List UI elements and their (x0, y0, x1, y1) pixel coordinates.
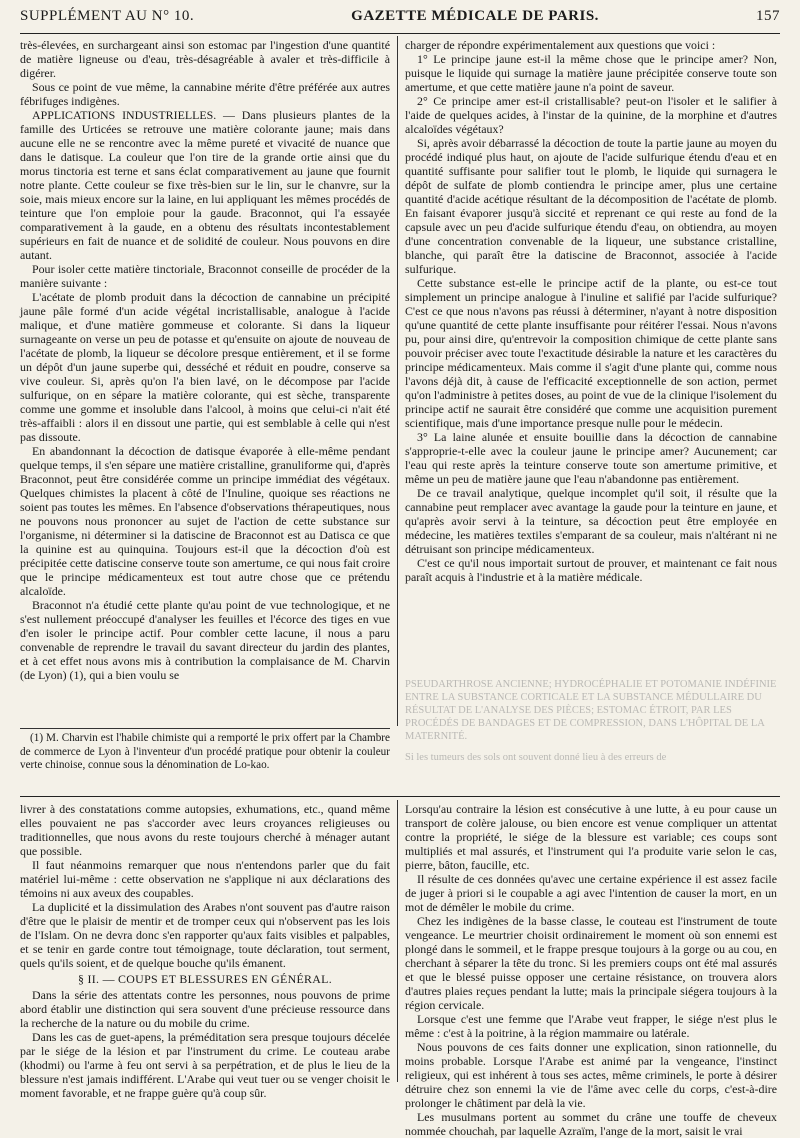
paragraph: 3° La laine alunée et ensuite bouillie dans la décoction de cannabine s'approprie-t-elle avec la couleur jaune le principe amer? Aucunement; car l'eau qui reste après la teinture conserve toute son amertume primitive, et même un peu de matière jaune que l'eau n'abandonne pas entièrement. (405, 430, 777, 486)
paragraph: APPLICATIONS INDUSTRIELLES. — Dans plusieurs plantes de la famille des Urticées se retrouve une matière colorante jaune; mais dans aucune elle ne se rencontre avec la même pureté et vivacité de nuance que dans le datisque. La couleur que l'on tire de la grande ortie ainsi que du morus tinctoria est terne et sans éclat comparativement au jaune que fournit notre plante. Cette couleur se fixe très-bien sur le lin, sur le chanvre, sur la soie, mais mieux encore sur la laine, en lui appliquant les mêmes procédés de teinture que l'on emploie pour la gaude. Braconnot, qui l'a essayée comparativement à la gaude, en a obtenu des résultats incontestablement supérieurs en fait de nuance et de solidité de couleur. Nous pouvons en dire autant. (20, 108, 390, 262)
paragraph: Pour isoler cette matière tinctoriale, Braconnot conseille de procéder de la manière suivante : (20, 262, 390, 290)
journal-title: GAZETTE MÉDICALE DE PARIS. (351, 8, 599, 24)
paragraph: Braconnot n'a étudié cette plante qu'au point de vue technologique, et ne s'est nullement préoccupé d'analyser les feuilles et l'écorce des tiges en vue d'en isoler le principe actif. Pour combler cette lacune, il nous a paru convenable de reprendre le travail du savant directeur du jardin des plantes, et à cet effet nous avons mis à contribution la complaisance de M. Charvin (de Lyon) (1), qui a bien voulu se (20, 598, 390, 682)
paragraph: L'acétate de plomb produit dans la décoction de cannabine un précipité jaune pâle formé d'un acide végétal incristallisable, analogue à l'acide malique, et d'une matière gommeuse et colorante. Si dans la liqueur surnageante on verse un peu de potasse et qu'ensuite on ajoute de nouveau de l'acétate de plomb, la liqueur se décolore presque entièrement, et il se forme un dépôt d'un jaune superbe qui, desséché et réduit en poudre, conserve sa vive couleur. Si, après qu'on l'a bien lavé, on le décompose par l'acide sulfurique, on en sépare la matière colorante, qui est sèche, transparente comme une gomme et insoluble dans l'alcool, à moins que celui-ci n'ait été très-affaibli : alors il en dissout une partie, qui est semblable à celle qui n'est pas dissoute. (20, 290, 390, 444)
paragraph: Nous pouvons de ces faits donner une explication, sinon rationnelle, du moins probable. Lorsque l'Arabe est animé par la vengeance, l'instinct religieux, qui est inhérent à tous ses actes, même criminels, le porte à désirer détruire chez son ennemi la vie de l'âme avec celle du corps, c'est-à-dire prolonger le châtiment par delà la vie. (405, 1040, 777, 1110)
paragraph: La duplicité et la dissimulation des Arabes n'ont souvent pas d'autre raison d'être que le plaisir de mentir et de tromper ceux qui n'observent pas les lois de l'Islam. On ne devra donc s'en rapporter qu'aux faits visibles et palpables, et se tenir en garde contre tout témoignage, toute déclaration, tout serment, quels qu'ils soient, et de quelque bouche qu'ils émanent. (20, 900, 390, 970)
paragraph: De ce travail analytique, quelque incomplet qu'il soit, il résulte que la cannabine peut remplacer avec avantage la gaude pour la teinture en jaune, et qu'après avoir servi à la teinture, sa décoction peut être employée en médecine, les matières textiles s'emparant de sa couleur, mais n'altérant ni ne détruisant son principe médicamenteux. (405, 486, 777, 556)
paragraph: charger de répondre expérimentalement aux questions que voici : (405, 38, 716, 52)
footnote (20, 732, 390, 773)
paragraph: livrer à des constatations comme autopsies, exhumations, etc., quand même elles pouvaient ne pas s'accorder avec leurs croyances religieuses ou traditionnelles, que nous avons du reste toujours cherché à ménager autant que possible. (20, 802, 390, 858)
paragraph: très-élevées, en surchargeant ainsi son estomac par l'ingestion d'une quantité de matière ligneuse ou d'eau, très-désagréable à avaler et très-difficile à digérer. (20, 38, 390, 80)
page-number: 157 (756, 8, 780, 24)
paragraph: En abandonnant la décoction de datisque évaporée à elle-même pendant quelque temps, il s'en sépare une matière cristalline, granuliforme qui, d'après Braconnot, peut être considérée comme un principe immédiat des végétaux. Quelques chimistes la placent à côté de l'Inuline, quoique ses réactions ne soient pas toutes les mêmes. En l'absence d'observations thérapeutiques, nous ne pouvons nous prononcer au sujet de l'action de cette substance sur l'organisme, ni déterminer si la datiscine de Braconnot est au Datisca ce que la quinine est au quinquina. Toujours est-il que la décoction d'où est précipitée cette datiscine conserve toute son amertume, ce qui nous fait croire que le principe médicamenteux est tout autre chose que ce prétendu alcaloïde. (20, 444, 390, 598)
paragraph: 1° Le principe jaune est-il la même chose que le principe amer? Non, puisque le liquide qui surnage la matière jaune précipitée conserve toute son amertume, et que cette matière jaune n'a point de saveur. (405, 52, 777, 94)
paragraph: Les musulmans portent au sommet du crâne une touffe de cheveux nommée chouchah, par laquelle Azraïm, l'ange de la mort, saisit le vrai (405, 1110, 777, 1138)
top-right-column (405, 38, 777, 584)
supplement-label: SUPPLÉMENT AU N° 10. (20, 8, 195, 24)
column-divider (397, 36, 398, 726)
paragraph: Sous ce point de vue même, la cannabine mérite d'être préférée aux autres fébrifuges indigènes. (20, 80, 390, 108)
footnote-rule (20, 728, 390, 729)
paragraph: Il faut néanmoins remarquer que nous n'entendons parler que du fait matériel lui-même : cette observation ne s'applique ni aux déclarations des témoins ni aux aveux des coupables. (20, 858, 390, 900)
paragraph: Cette substance est-elle le principe actif de la plante, ou est-ce tout simplement un principe analogue à l'inuline et salifié par l'acide sulfurique? C'est ce que nous n'avons pas réussi à déterminer, n'ayant à notre disposition qu'une quantité de cette plante insuffisante pour réitérer l'essai. Nous n'avons pu, pour ainsi dire, qu'entrevoir la composition chimique de cette plante sans pouvoir préciser avec toute l'exactitude désirable la nature et les caractères du principe médicamenteux. Mais comme il s'agit d'une plante qui, comme nous l'avons déjà dit, à cause de l'efficacité exceptionnelle de son action, permet qu'on l'administre à petites doses, au point de vue de la clinique l'isolement du principe actif ne saurait être considéré que comme une acquisition purement scientifique, mais d'une importance presque nulle pour le médecin. (405, 276, 777, 430)
paragraph: Dans les cas de guet-apens, la préméditation sera presque toujours décelée par le siége de la lésion et par l'instrument du crime. Le couteau arabe (khodmi) ou l'arme à feu ont servi à sa perpétration, et de plus le lieu de la blessure n'est jamais indifférent. L'Arabe qui veut tuer ou se venger choisit le moment favorable, et ne frappe guère qu'à coup sûr. (20, 1030, 390, 1100)
paragraph: 2° Ce principe amer est-il cristallisable? peut-on l'isoler et le salifier à l'aide de quelques acides, à l'instar de la quinine, de la morphine et d'autres alcaloïdes végétaux? (405, 94, 777, 136)
page-header (20, 8, 780, 28)
ghost-paragraph: Si les tumeurs des sols ont souvent donné lieu à des erreurs de (405, 752, 667, 763)
header-rule (20, 33, 780, 34)
top-left-column (20, 38, 390, 682)
section-heading: § II. — COUPS ET BLESSURES EN GÉNÉRAL. (78, 972, 332, 986)
section-separator (20, 796, 780, 797)
paragraph: Chez les indigènes de la basse classe, le couteau est l'instrument de toute vengeance. Le meurtrier choisit ordinairement le moment où son ennemi est plongé dans le sommeil, et le frappe presque toujours à la gorge ou au cou, en cherchant à séparer la tête du tronc. Si les premiers coups ont été mal assurés et que le blessé puisse opposer une certaine résistance, on trouvera alors d'autres plaies reçues pendant la lutte; mais la principale siégera toujours à la région cervicale. (405, 914, 777, 1012)
paragraph: Dans la série des attentats contre les personnes, nous pouvons de prime abord établir une distinction qui sera souvent d'une précieuse ressource dans la recherche de la nature ou du mobile du crime. (20, 988, 390, 1030)
bleed-through-text (405, 678, 777, 778)
ghost-paragraph: PSEUDARTHROSE ANCIENNE; HYDROCÉPHALIE ET POTOMANIE INDÉFINIE ENTRE LA SUBSTANCE CORTICALE ET LA SUBSTANCE MÉDULLAIRE DU RÉSULTAT DE L'ANALYSE DES PIÈCES; ESTOMAC ÉTROIT, PAR LES PROCÉDÉS DE BANDAGES ET DE COMPRESSION, DANS L'HÔPITAL DE LA MATERNITÉ. (405, 679, 777, 742)
bottom-left-column (20, 802, 390, 1100)
paragraph: Si, après avoir débarrassé la décoction de toute la partie jaune au moyen du procédé indiqué plus haut, on ajoute de l'acide sulfurique étendu d'eau et en quantité suffisante pour salifier tout le plomb, le liquide qui surnagera le dépôt de sulfate de plomb contiendra le principe amer, plus une certaine quantité d'acide acétique résultant de la décomposition de l'acétate de plomb. En faisant évaporer jusqu'à siccité et reprenant ce qui reste au fond de la capsule avec un peu d'acide sulfurique étendu d'eau, on obtiendra, au moyen d'une concentration convenable de la liqueur, une substance cristalline, blanche, qui paraît être la datiscine de Braconnot, associée à l'acide sulfurique. (405, 136, 777, 276)
paragraph: Il résulte de ces données qu'avec une certaine expérience il est assez facile de juger à priori si le coupable a agi avec l'intention de causer la mort, en un mot de démêler le mobile du crime. (405, 872, 777, 914)
footnote-text: (1) M. Charvin est l'habile chimiste qui a remporté le prix offert par la Chambre de commerce de Lyon à l'inventeur d'un procédé pratique pour obtenir la couleur verte chinoise, connue sous la dénomination de Lo-kao. (20, 732, 390, 771)
paragraph: Lorsque c'est une femme que l'Arabe veut frapper, le siége n'est plus le même : c'est à la poitrine, à la région mammaire ou latérale. (405, 1012, 777, 1040)
column-divider (397, 800, 398, 1082)
paragraph: Lorsqu'au contraire la lésion est consécutive à une lutte, à eu pour cause un transport de colère jalouse, ou bien encore est venue compliquer un attentat contre la propriété, le siége de la blessure est variable; ces coups sont multipliés et mal assurés, et l'instrument qui l'a produite varie selon le cas, pierre, bâton, faucille, etc. (405, 802, 777, 872)
paragraph: C'est ce qu'il nous importait surtout de prouver, et maintenant ce fait nous paraît acquis à l'industrie et à la matière médicale. (405, 556, 777, 584)
